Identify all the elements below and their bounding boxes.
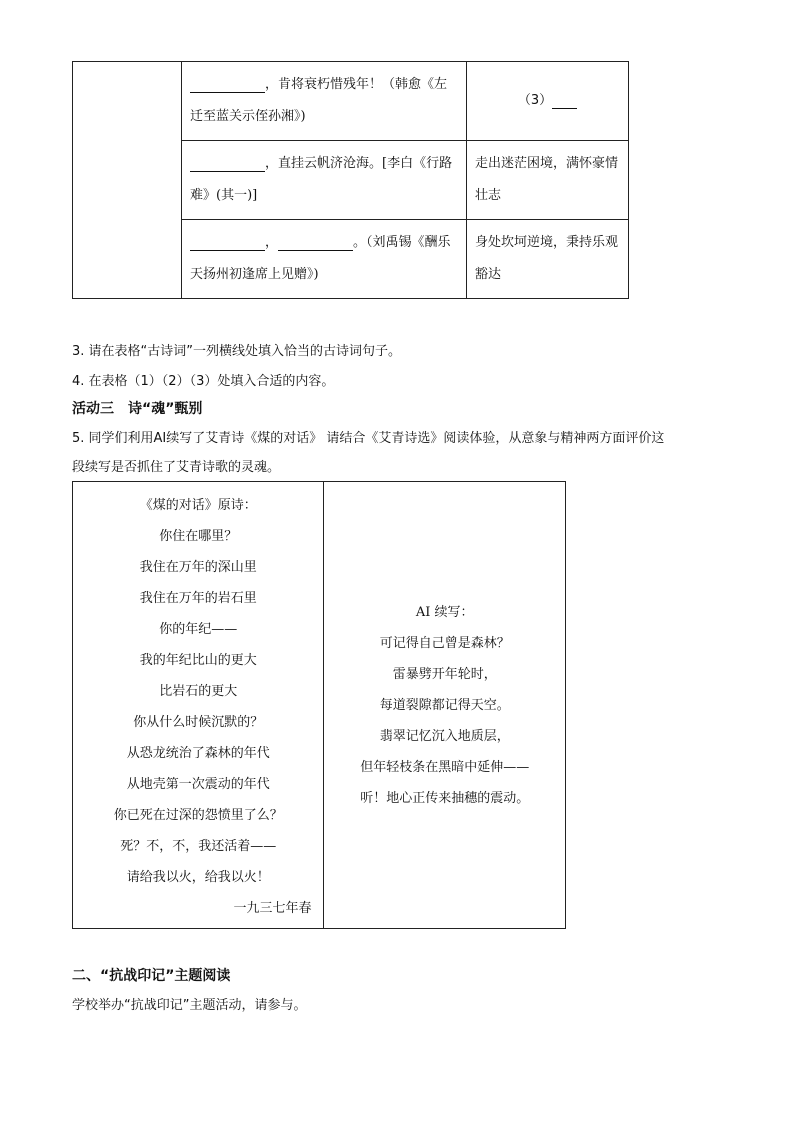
ai-poem-line: 但年轻枝条在黑暗中延伸—— [360,759,530,775]
poetry-table [72,61,629,299]
content-text: 身处坎坷逆境，秉持乐观豁达 [475,235,619,282]
original-poem-line: 你的年纪—— [159,622,238,637]
poem-cell [182,141,467,220]
ai-poem-title: AI 续写： [415,604,474,620]
ai-poem-line: 雷暴劈开年轮时， [392,666,497,682]
activity-3-heading: 活动三 诗“魂”甄别 [72,401,203,417]
poem-cell [182,62,467,141]
poem-cell [182,220,467,299]
content-label: （3） [517,93,553,108]
content-cell [467,220,629,299]
original-poem-line: 比岩石的更大 [159,684,238,699]
ai-poem-line: 可记得自己曾是森林？ [379,635,510,651]
answer-blank[interactable] [552,92,577,109]
original-poem-line: 我住在万年的深山里 [139,560,257,575]
question-5-line2: 段续写是否抓住了艾青诗歌的灵魂。 [72,460,281,475]
original-poem-date: 一九三七年春 [233,901,312,916]
question-3: 3. 请在表格“古诗词”一列横线处填入恰当的古诗词句子。 [72,344,402,359]
question-5-line1: 5. 同学们利用AI续写了艾青诗《煤的对话》 请结合《艾青诗选》阅读体验，从意象与精神两方面评价这 [72,431,665,446]
poem-separator: ， [265,235,279,250]
original-poem-line: 你已死在过深的怨愤里了么？ [113,808,283,823]
answer-blank[interactable] [278,234,353,251]
original-poem-line: 死？不，不，我还活着—— [120,839,277,854]
poem-text: ，直挂云帆济沧海。[李白《行路难》(其一)] [190,156,453,203]
ai-poem-line: 听！地心正传来抽穗的震动。 [360,790,530,806]
content-text: 走出迷茫困境，满怀豪情壮志 [475,156,619,203]
original-poem-line: 你住在哪里？ [159,529,238,544]
original-poem-line: 从恐龙统治了森林的年代 [126,746,270,761]
ai-poem-line: 翡翠记忆沉入地质层， [379,728,510,744]
poem-comparison-table [72,481,566,929]
original-poem-line: 我的年纪比山的更大 [139,653,257,668]
answer-blank[interactable] [190,76,265,93]
ai-poem-line: 每道裂隙都记得天空。 [379,697,510,713]
original-poem-line: 从地壳第一次震动的年代 [126,777,270,792]
question-4: 4. 在表格（1）（2）（3）处填入合适的内容。 [72,374,335,389]
answer-blank[interactable] [190,155,265,172]
poem-text: ，肯将衰朽惜残年！（韩愈《左迁至蓝关示侄孙湘》) [190,77,448,124]
original-poem-line: 请给我以火，给我以火！ [126,870,270,885]
poem-text: 。（刘禹锡《酬乐天扬州初逢席上见赠》) [190,235,451,282]
ai-continuation-cell [324,482,566,929]
original-poem-title: 《煤的对话》原诗： [139,498,257,513]
original-poem-cell [73,482,324,929]
merged-left-cell [73,62,182,299]
content-cell [467,141,629,220]
section-2-intro: 学校举办“抗战印记”主题活动，请参与。 [72,998,307,1013]
content-cell [467,62,629,141]
section-2-heading: 二、“抗战印记”主题阅读 [72,968,231,984]
original-poem-line: 你从什么时候沉默的？ [133,715,264,730]
answer-blank[interactable] [190,234,265,251]
original-poem-line: 我住在万年的岩石里 [139,591,257,606]
table-row [73,62,629,141]
